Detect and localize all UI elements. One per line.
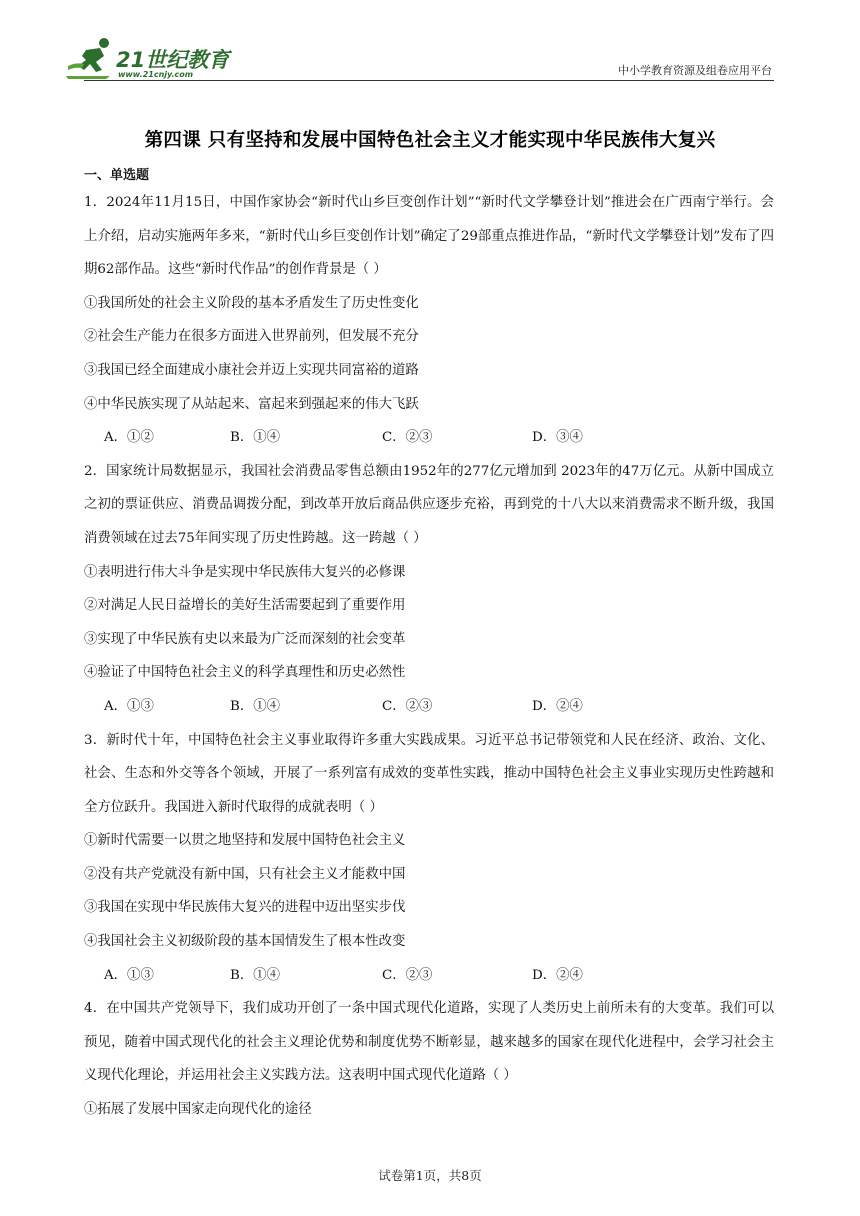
statement-option: ②没有共产党就没有新中国，只有社会主义才能救中国 bbox=[84, 866, 406, 882]
question-4 bbox=[84, 992, 774, 1126]
question-stem: 2．国家统计局数据显示，我国社会消费品零售总额由1952年的277亿元增加到 2023年的47万亿元。从新中国成立之初的票证供应、消费品调拨分配，到改革开放后商品供应逐步充裕，再到党的十八大以来消费需求不断升级，我国消费领域在过去75年间实现了历史性跨越。这一跨越（ ） bbox=[84, 463, 774, 546]
choice-d: D．②④ bbox=[532, 967, 583, 983]
statement-option: ①新时代需要一以贯之地坚持和发展中国特色社会主义 bbox=[84, 833, 406, 849]
questions-list bbox=[84, 186, 774, 1127]
logo-brand-text: 21世纪教育 bbox=[116, 48, 230, 72]
choice-a: A．①③ bbox=[104, 967, 154, 983]
statement-option: ②对满足人民日益增长的美好生活需要起到了重要作用 bbox=[84, 598, 406, 614]
statement-option: ①表明进行伟大斗争是实现中华民族伟大复兴的必修课 bbox=[84, 564, 406, 580]
page-header bbox=[0, 0, 860, 90]
choice-a: A．①② bbox=[104, 430, 154, 446]
statement-option: ③实现了中华民族有史以来最为广泛而深刻的社会变革 bbox=[84, 631, 406, 647]
statement-option: ④我国社会主义初级阶段的基本国情发生了根本性改变 bbox=[84, 934, 406, 950]
statement-option: ③我国已经全面建成小康社会并迈上实现共同富裕的道路 bbox=[84, 362, 419, 378]
question-1 bbox=[84, 186, 774, 455]
choice-d: D．②④ bbox=[532, 698, 583, 714]
question-stem: 3．新时代十年，中国特色社会主义事业取得许多重大实践成果。习近平总书记带领党和人民在经济、政治、文化、社会、生态和外交等各个领域，开展了一系列富有成效的变革性实践，推动中国特色社会主义事业实现历史性跨越和全方位跃升。我国进入新时代取得的成就表明（ ） bbox=[84, 732, 774, 815]
page-footer: 试卷第1页，共8页 bbox=[378, 1168, 482, 1183]
question-3 bbox=[84, 724, 774, 993]
question-2 bbox=[84, 455, 774, 724]
statement-option: ④中华民族实现了从站起来、富起来到强起来的伟大飞跃 bbox=[84, 396, 419, 412]
statement-option: ①拓展了发展中国家走向现代化的途径 bbox=[84, 1102, 312, 1118]
choice-d: D．③④ bbox=[532, 430, 583, 446]
section-heading: 一、单选题 bbox=[84, 168, 150, 183]
answer-choices bbox=[84, 421, 774, 455]
statement-option: ③我国在实现中华民族伟大复兴的进程中迈出坚实步伐 bbox=[84, 900, 406, 916]
choice-a: A．①③ bbox=[104, 698, 154, 714]
statement-option: ④验证了中国特色社会主义的科学真理性和历史必然性 bbox=[84, 665, 406, 681]
choice-c: C．②③ bbox=[382, 698, 433, 714]
choice-c: C．②③ bbox=[382, 967, 433, 983]
platform-label: 中小学教育资源及组卷应用平台 bbox=[618, 64, 772, 77]
answer-choices bbox=[84, 690, 774, 724]
statement-option: ②社会生产能力在很多方面进入世界前列，但发展不充分 bbox=[84, 329, 419, 345]
logo bbox=[66, 36, 236, 80]
answer-choices bbox=[84, 959, 774, 993]
choice-b: B．①④ bbox=[230, 430, 281, 446]
question-stem: 1．2024年11月15日，中国作家协会“新时代山乡巨变创作计划”“新时代文学攀登计划”推进会在广西南宁举行。会上介绍，启动实施两年多来，“新时代山乡巨变创作计划”确定了29部重点推进作品，“新时代文学攀登计划”发布了四期62部作品。这些“新时代作品”的创作背景是（ ） bbox=[84, 195, 774, 278]
page-title: 第四课 只有坚持和发展中国特色社会主义才能实现中华民族伟大复兴 bbox=[144, 130, 716, 151]
question-stem: 4．在中国共产党领导下，我们成功开创了一条中国式现代化道路，实现了人类历史上前所未有的大变革。我们可以预见，随着中国式现代化的社会主义理论优势和制度优势不断彰显，越来越多的国家在现代化进程中，会学习社会主义现代化理论，并运用社会主义实践方法。这表明中国式现代化道路（ ） bbox=[84, 1001, 774, 1084]
logo-url-text: www.21cnjy.com bbox=[118, 70, 194, 79]
choice-b: B．①④ bbox=[230, 698, 281, 714]
header-divider bbox=[84, 80, 774, 81]
choice-b: B．①④ bbox=[230, 967, 281, 983]
statement-option: ①我国所处的社会主义阶段的基本矛盾发生了历史性变化 bbox=[84, 295, 419, 311]
runner-logo-icon bbox=[66, 36, 118, 80]
choice-c: C．②③ bbox=[382, 430, 433, 446]
